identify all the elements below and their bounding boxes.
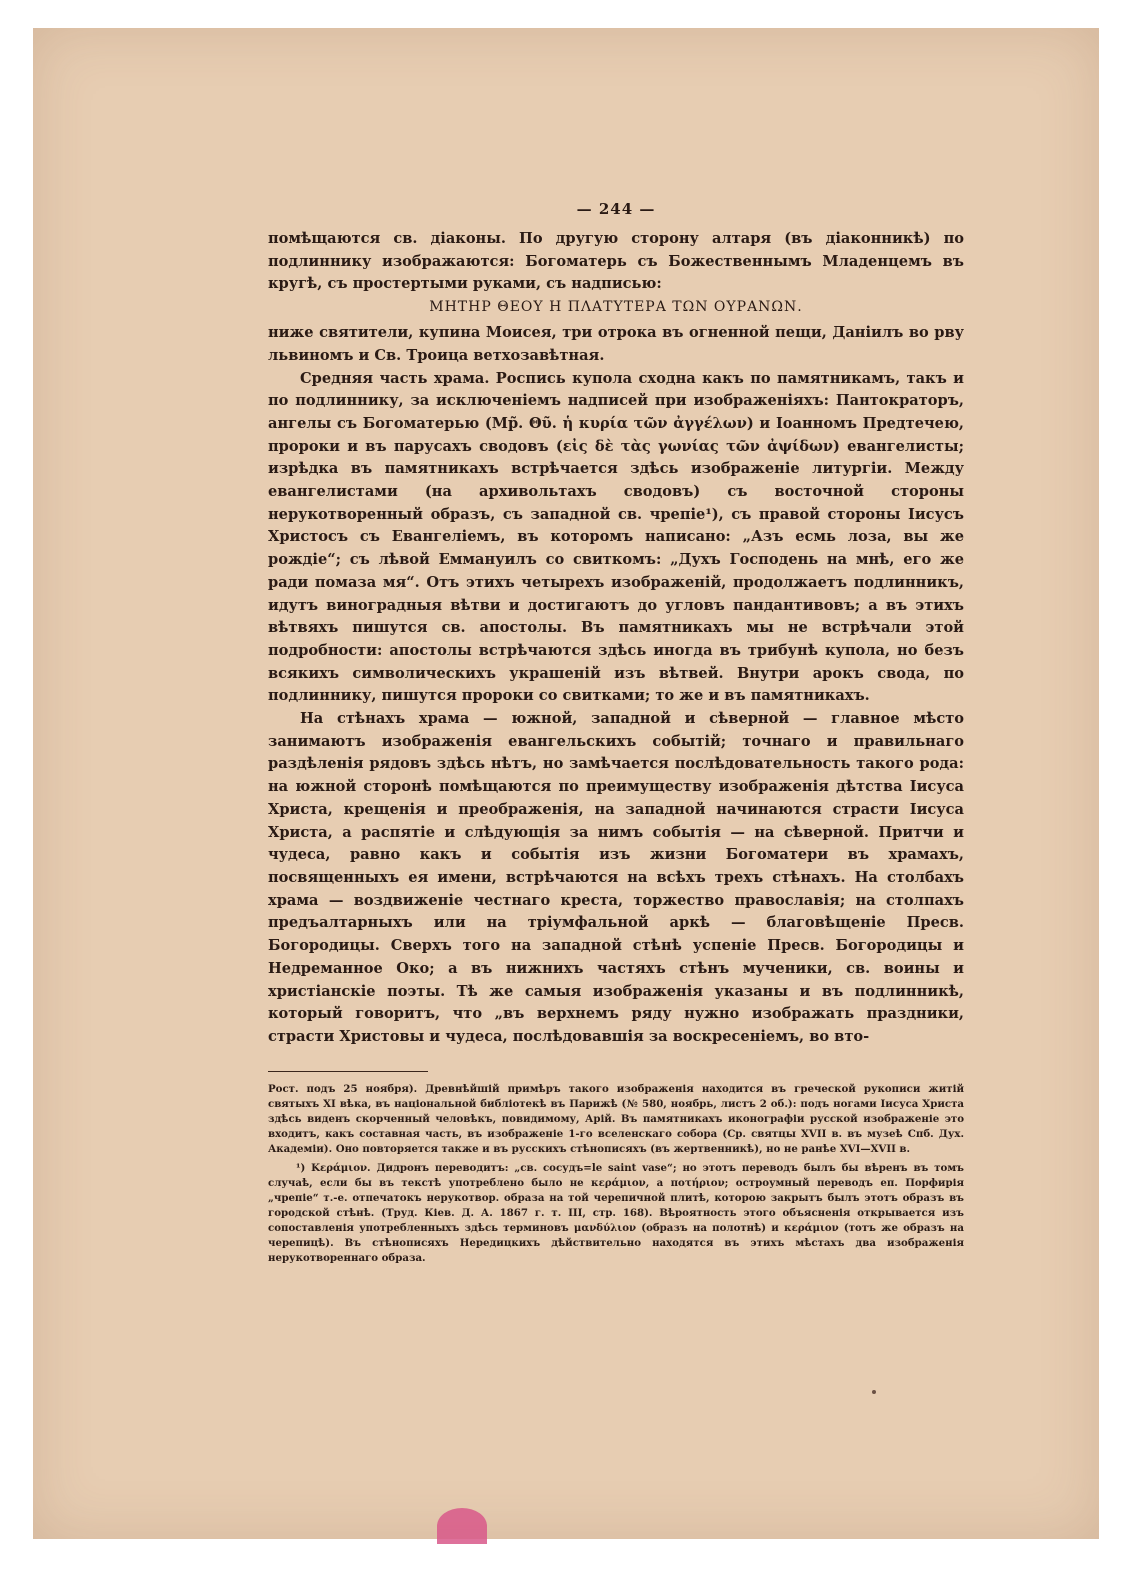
paragraph-2: ниже святители, купина Моисея, три отрока въ огненной пещи, Даніилъ во рву львиномъ и Св. Троица ветхозавѣтная. — [268, 324, 964, 364]
footnote-divider — [268, 1071, 428, 1072]
footnote-1: ¹) Κεράμιον. Дидронъ переводитъ: „св. сосудъ=le saint vase“; но этотъ переводъ былъ бы вѣренъ въ томъ случаѣ, если бы въ текстѣ употреблено было не κεράμιον, а ποτήριον; остроумный переводъ еп. Порфирія „чрепіе“ т.-е. отпечатокъ нерукотвор. образа на той черепичной плитѣ, которою закрытъ былъ этотъ образъ въ городской стѣнѣ. (Труд. Кіев. Д. А. 1867 г. т. III, стр. 168). Вѣроятность этого объясненія открывается изъ сопоставленія употребленныхъ здѣсь терминовъ μανδύλιον (образъ на полотнѣ) и κεράμιον (тотъ же образъ на черепицѣ). Въ стѣнописяхъ Нередицкихъ дѣйствительно находятся въ этихъ мѣстахъ два изображенія нерукотвореннаго образа. — [268, 1161, 964, 1264]
pink-thumb-smudge — [437, 1508, 487, 1544]
footnotes — [268, 1082, 964, 1266]
greek-inscription: ΜΗΤΗΡ ΘΕΟΥ Η ΠΛΑΤΥΤΕΡΑ ΤΩΝ ΟΥΡΑΝΩΝ. — [429, 299, 803, 316]
page-number: — 244 — — [576, 200, 656, 218]
paragraph-1: помѣщаются св. діаконы. По другую сторону алтаря (въ діаконникѣ) по подлиннику изображаются: Богоматерь съ Божественнымъ Младенцемъ въ кругѣ, съ простертыми руками, съ надписью: — [268, 230, 964, 293]
paragraph-3: Средняя часть храма. Роспись купола сходна какъ по памятникамъ, такъ и по подлиннику, за исключеніемъ надписей при изображеніяхъ: Пантократоръ, ангелы съ Богоматерью (Мр̃. Θῦ. ἡ κυρία τῶν ἀγγέλων) и Іоанномъ Предтечею, пророки и въ парусахъ сводовъ (εἰς δὲ τὰς γωνίας τῶν ἀψίδων) евангелисты; изрѣдка въ памятникахъ встрѣчается здѣсь изображеніе литургіи. Между евангелистами (на архивольтахъ сводовъ) съ восточной стороны нерукотворенный образъ, съ западной св. чрепіе¹), съ правой стороны Іисусъ Христосъ съ Евангеліемъ, въ которомъ написано: „Азъ есмь лоза, вы же рождіе“; съ лѣвой Еммануилъ со свиткомъ: „Духъ Господень на мнѣ, его же ради помаза мя“. Отъ этихъ четырехъ изображеній, продолжаетъ подлинникъ, идутъ виноградныя вѣтви и достигаютъ до угловъ пандантивовъ; а въ этихъ вѣтвяхъ пишутся св. апостолы. Въ памятникахъ мы не встрѣчали этой подробности: апостолы встрѣчаются здѣсь иногда въ трибунѣ купола, но безъ всякихъ символическихъ украшеній изъ вѣтвей. Внутри арокъ свода, по подлиннику, пишутся пророки со свитками; то же и въ памятникахъ. — [268, 369, 964, 705]
ink-speck — [872, 1390, 876, 1394]
footnote-continuation: Рост. подъ 25 ноября). Древнѣйшій примѣръ такого изображенія находится въ греческой рукописи житій святыхъ XI вѣка, въ національной библіотекѣ въ Парижѣ (№ 580, ноябрь, листъ 2 об.): подъ ногами Іисуса Христа здѣсь виденъ скорченный человѣкъ, повидимому, Арій. Въ памятникахъ иконографіи русской изображеніе это входитъ, какъ составная часть, въ изображеніе 1-го вселенскаго собора (Ср. святцы XVII в. въ музеѣ Спб. Дух. Академіи). Оно повторяется также и въ русскихъ стѣнописяхъ (въ жертвенникѣ), но не ранѣе XVI—XVII в. — [268, 1082, 964, 1155]
text-column — [268, 200, 964, 1270]
paragraph-4: На стѣнахъ храма — южной, западной и сѣверной — главное мѣсто занимаютъ изображенія евангельскихъ событій; точнаго и правильнаго раздѣленія рядовъ здѣсь нѣтъ, но замѣчается послѣдовательность такого рода: на южной сторонѣ помѣщаются по преимуществу изображенія дѣтства Іисуса Христа, крещенія и преображенія, на западной начинаются страсти Іисуса Христа, а распятіе и слѣдующія за нимъ событія — на сѣверной. Притчи и чудеса, равно какъ и событія изъ жизни Богоматери въ храмахъ, посвященныхъ ея имени, встрѣчаются на всѣхъ трехъ стѣнахъ. На столбахъ храма — воздвиженіе честнаго креста, торжество православія; на столпахъ предъалтарныхъ или на тріумфальной аркѣ — благовѣщеніе Пресв. Богородицы. Сверхъ того на западной стѣнѣ успеніе Пресв. Богородицы и Недреманное Око; а въ нижнихъ частяхъ стѣнъ мученики, св. воины и христіанскіе поэты. Тѣ же самыя изображенія указаны и въ подлинникѣ, который говоритъ, что „въ верхнемъ ряду нужно изображать праздники, страсти Христовы и чудеса, послѣдовавшія за воскресеніемъ, во вто- — [268, 710, 964, 1045]
